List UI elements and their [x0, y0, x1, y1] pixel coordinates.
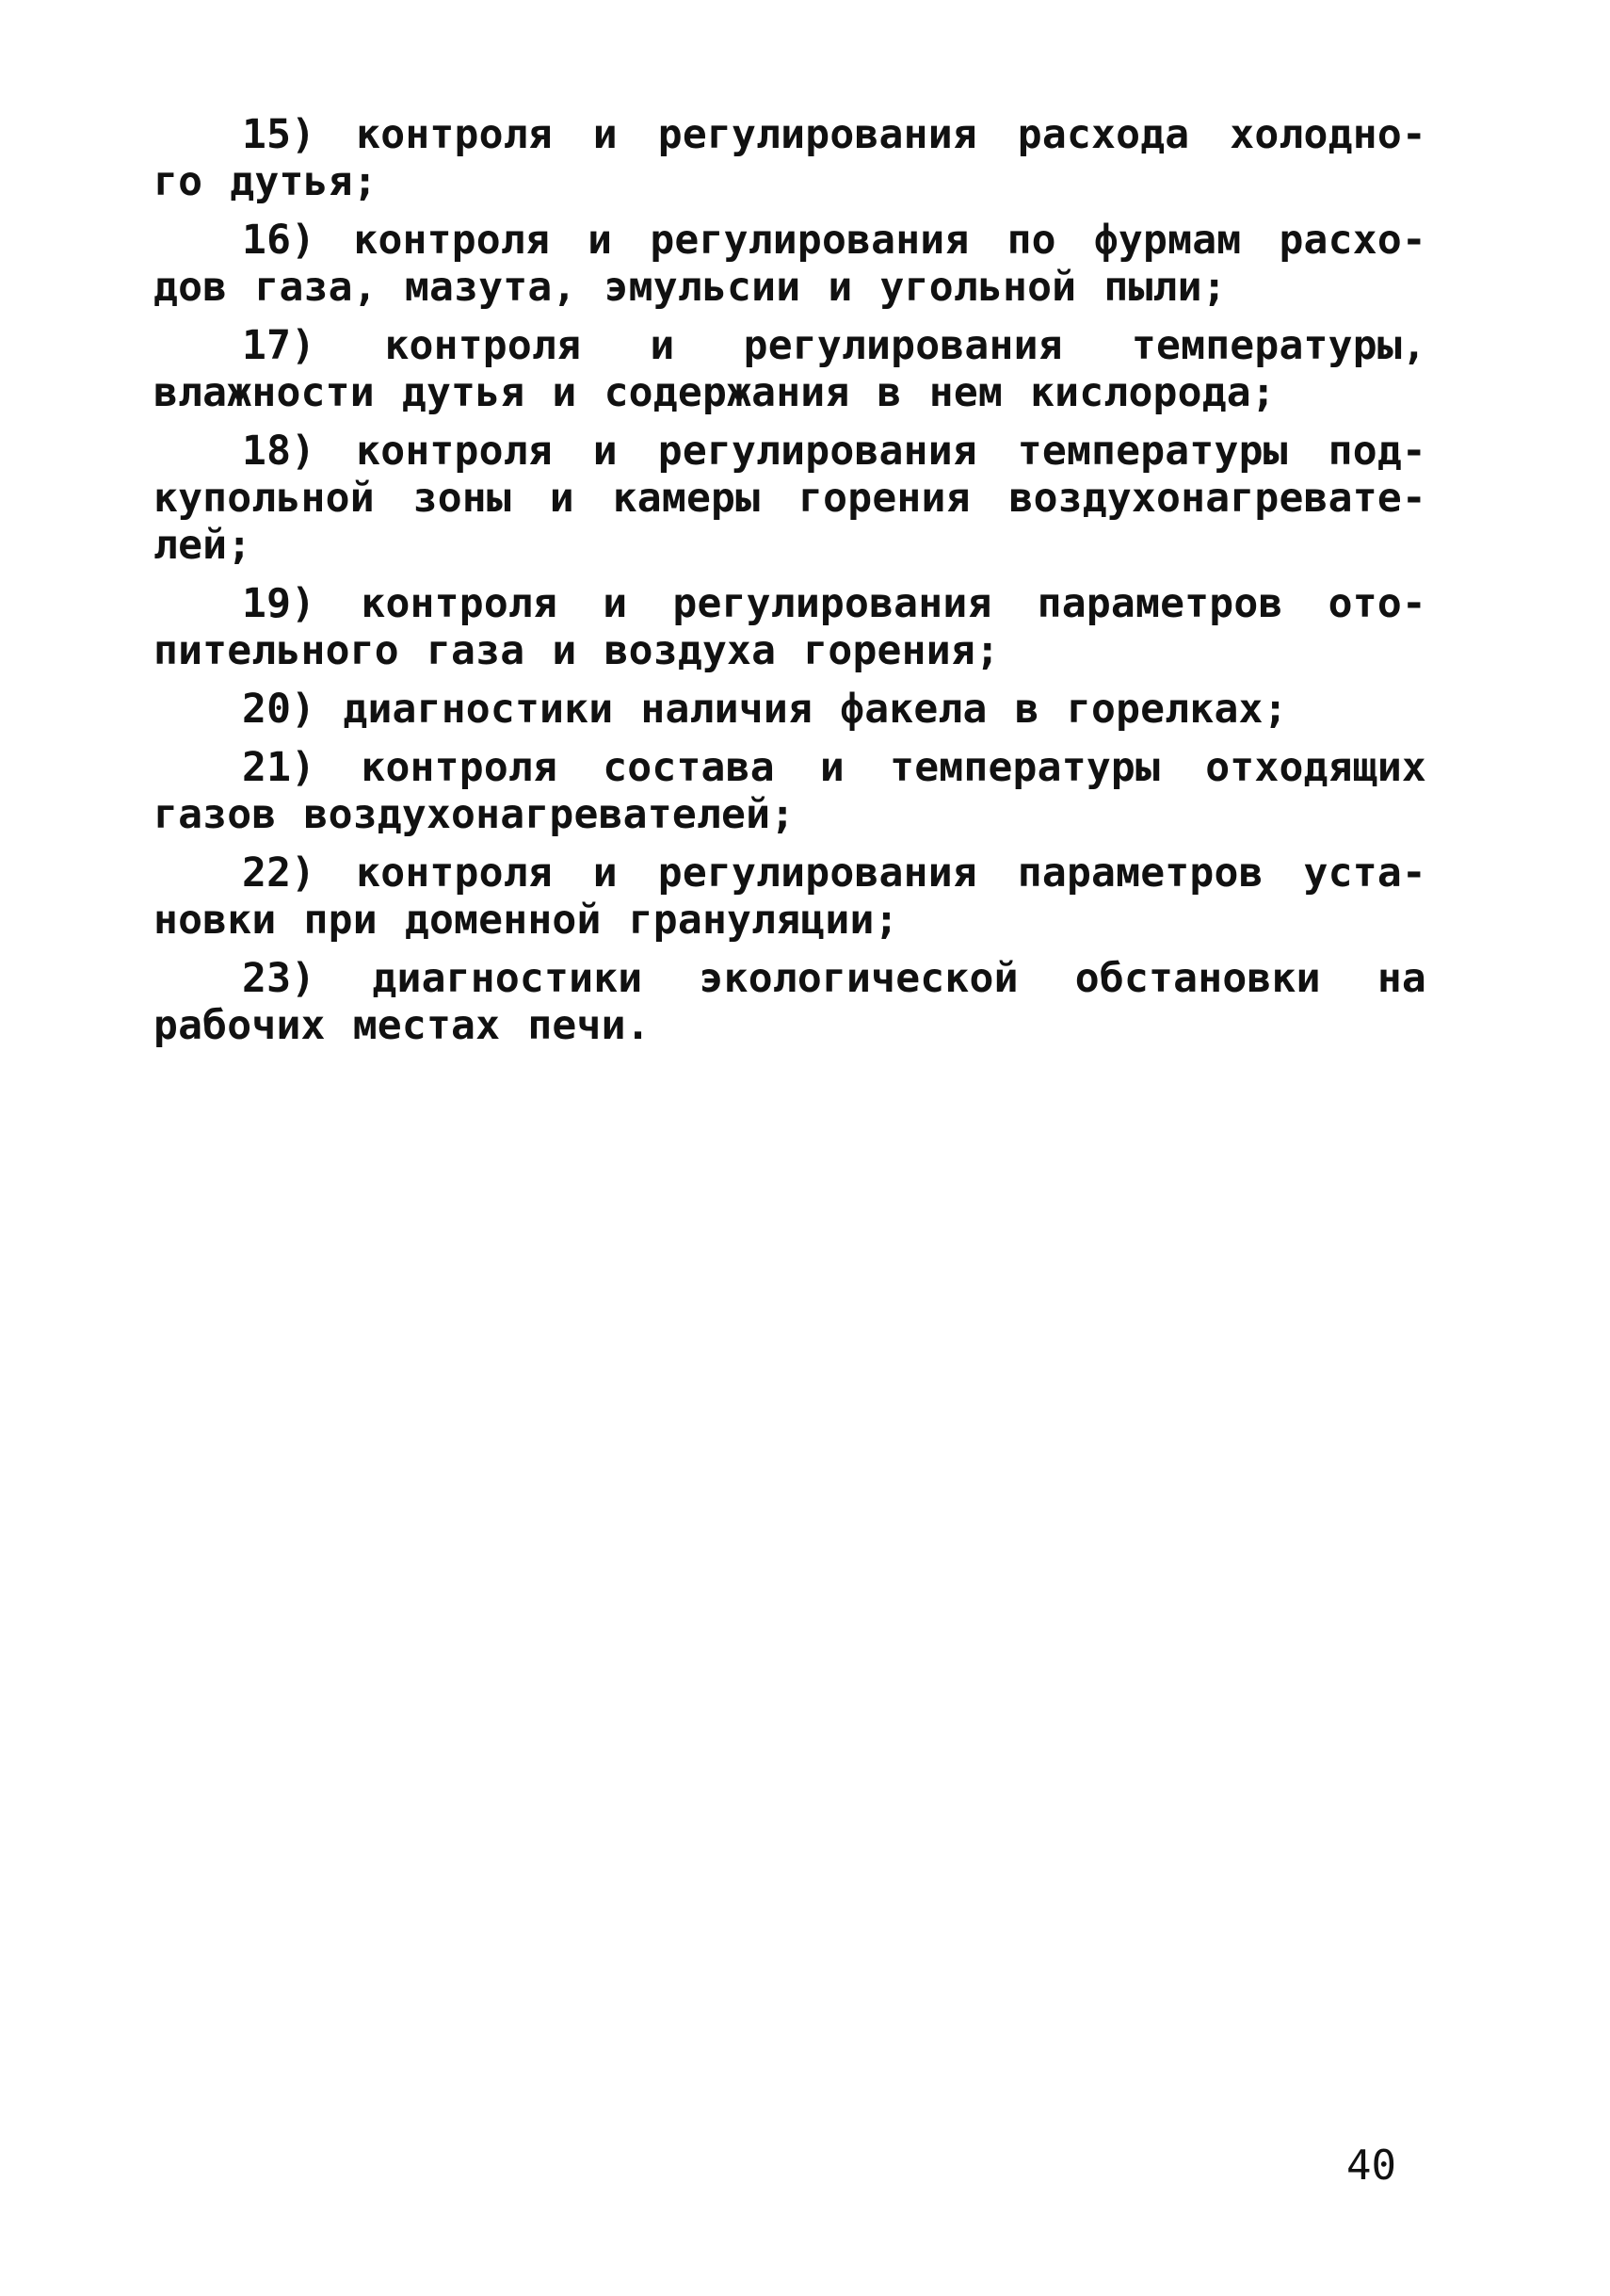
list-item-16 [153, 217, 1426, 311]
list-item-18 [153, 428, 1426, 569]
list-item-line: газов воздухонагревателей; [153, 791, 796, 838]
numbered-list [153, 111, 1426, 1060]
list-item-line: новки при доменной грануляции; [153, 897, 899, 944]
list-item-line: 23) диагностики экологической обстановки на [242, 955, 1426, 1002]
list-item-17 [153, 322, 1426, 416]
list-item-line: 15) контроля и регулирования расхода холодно- [242, 111, 1426, 158]
list-item-15 [153, 111, 1426, 205]
list-item-19 [153, 580, 1426, 674]
list-item-line: 22) контроля и регулирования параметров уста- [242, 849, 1426, 897]
list-item-line: 20) диагностики наличия факела в горелках; [242, 686, 1288, 733]
list-item-line: 17) контроля и регулирования температуры, [242, 322, 1426, 369]
list-item-21 [153, 744, 1426, 838]
list-item-20 [153, 686, 1426, 733]
page-number: 40 [1346, 2142, 1396, 2190]
list-item-line: влажности дутья и содержания в нем кислорода; [153, 369, 1276, 416]
list-item-line: пительного газа и воздуха горения; [153, 627, 1000, 674]
list-item-line: дов газа, мазута, эмульсии и угольной пыли; [153, 264, 1227, 311]
list-item-line: го дутья; [153, 158, 378, 205]
list-item-line: 18) контроля и регулирования температуры под- [242, 428, 1426, 475]
list-item-line: рабочих местах печи. [153, 1002, 651, 1049]
list-item-23 [153, 955, 1426, 1049]
list-item-line: 19) контроля и регулирования параметров ото- [242, 580, 1426, 627]
list-item-22 [153, 849, 1426, 944]
list-item-line: 16) контроля и регулирования по фурмам расхо- [242, 217, 1426, 264]
list-item-line: 21) контроля состава и температуры отходящих [242, 744, 1426, 791]
list-item-line: лей; [153, 522, 252, 569]
list-item-line: купольной зоны и камеры горения воздухонагревате- [153, 475, 1426, 522]
